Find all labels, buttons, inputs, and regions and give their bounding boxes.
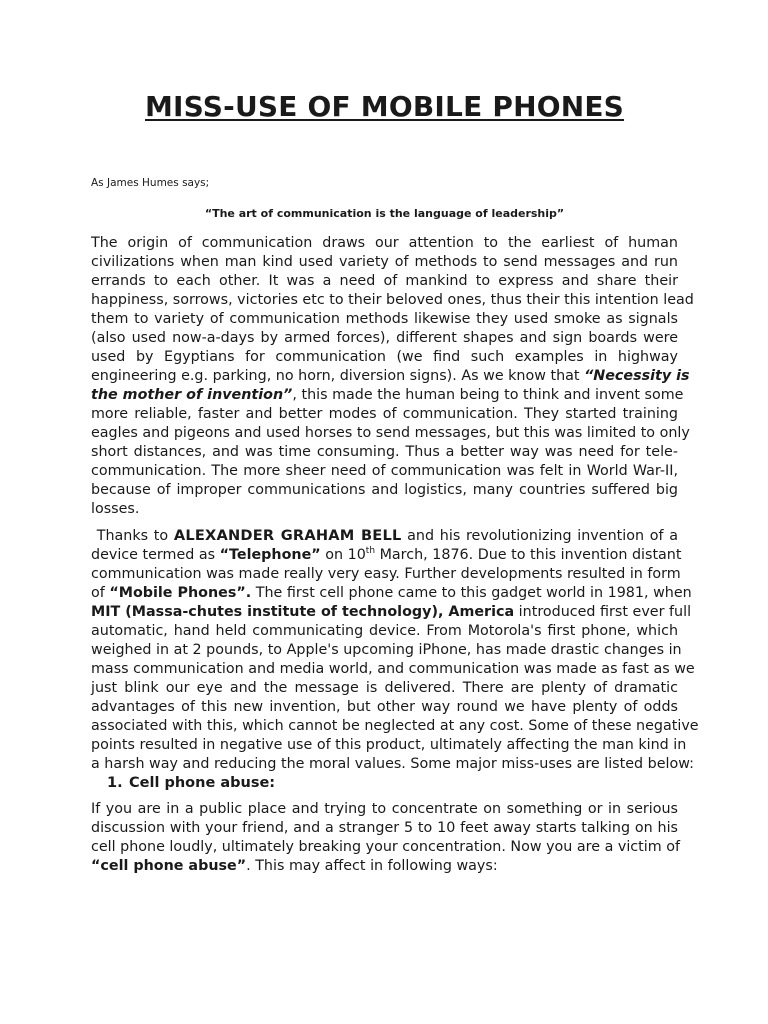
text-run: of [91, 585, 110, 601]
cell-phone-abuse-term: “cell phone abuse” [91, 858, 247, 874]
text-run: on 10 [320, 547, 366, 563]
text-line [91, 603, 692, 622]
text-line: cell phone loudly, ultimately breaking your concentration. Now you are a victim of [91, 839, 680, 855]
text-line: just blink our eye and the message is delivered. There are plenty of dramatic [91, 680, 678, 696]
text-line: civilizations when man kind used variety of methods to send messages and run [91, 254, 678, 270]
text-line: used by Egyptians for communication (we find such examples in highway [91, 349, 678, 365]
text-run: , this made the human being to think and invent some [292, 387, 684, 403]
text-line: discussion with your friend, and a stranger 5 to 10 feet away starts talking on his [91, 820, 678, 836]
text-line: happiness, sorrows, victories etc to their beloved ones, thus their this intention lead [91, 292, 694, 308]
text-line [91, 546, 682, 565]
text-line: more reliable, faster and better modes of communication. They started training [91, 406, 678, 422]
emphasis-necessity: “Necessity is [584, 368, 690, 384]
text-run: engineering e.g. parking, no horn, diversion signs). As we know that [91, 368, 585, 384]
text-line: them to variety of communication methods likewise they used smoke as signals [91, 311, 678, 327]
emphasis-mother-of-invention: the mother of invention” [91, 387, 293, 403]
text-line: errands to each other. It was a need of mankind to express and share their [91, 273, 678, 289]
text-line: advantages of this new invention, but other way round we have plenty of odds [91, 699, 678, 715]
text-line: mass communication and media world, and communication was made as fast as we [91, 661, 695, 677]
text-line: automatic, hand held communicating device. From Motorola's first phone, which [91, 623, 678, 639]
text-run: The first cell phone came to this gadget world in 1981, when [251, 585, 692, 601]
intro-text: As James Humes says; [91, 177, 210, 189]
text-run: . This may affect in following ways: [246, 858, 498, 874]
text-run: introduced first ever full [514, 604, 692, 620]
inventor-name: ALEXANDER GRAHAM BELL [173, 527, 402, 544]
text-line: communication. The more sheer need of communication was felt in World War-II, [91, 463, 678, 479]
text-line: (also used now-a-days by armed forces), different shapes and sign boards were [91, 330, 678, 346]
text-line [91, 526, 678, 546]
text-line: weighed in at 2 pounds, to Apple's upcoming iPhone, has made drastic changes in [91, 642, 682, 658]
text-line: points resulted in negative use of this product, ultimately affecting the man kind in [91, 737, 687, 753]
heading-text: Cell phone abuse: [129, 775, 276, 791]
list-number: 1. [107, 775, 123, 791]
telephone-term: “Telephone” [219, 547, 321, 563]
ordinal-suffix: th [365, 546, 376, 557]
text-line: a harsh way and reducing the moral values. Some major miss-uses are listed below: [91, 756, 694, 772]
paragraph-cell-phone-abuse [91, 800, 678, 876]
text-line: If you are in a public place and trying to concentrate on something or in serious [91, 801, 678, 817]
text-line [91, 857, 678, 876]
text-run: March, 1876. Due to this invention distant [375, 547, 682, 563]
paragraph-origin-of-communication [91, 234, 694, 519]
text-line [91, 367, 690, 386]
text-run: and his revolutionizing invention of a [401, 528, 678, 544]
text-line: The origin of communication draws our attention to the earliest of human [91, 235, 678, 251]
page-title: MISS-USE OF MOBILE PHONES [144, 90, 625, 123]
text-line: losses. [91, 501, 140, 517]
text-run: Thanks to [91, 528, 174, 544]
paragraph-graham-bell [91, 526, 699, 774]
mobile-phones-term: “Mobile Phones”. [109, 585, 252, 601]
mit-term: MIT (Massa-chutes institute of technology), America [91, 604, 515, 620]
leadership-quote: “The art of communication is the language of leadership” [204, 207, 565, 220]
text-line [91, 584, 692, 603]
text-line: short distances, and was time consuming. Thus a better way was need for tele- [91, 444, 678, 460]
text-line: eagles and pigeons and used horses to send messages, but this was limited to only [91, 425, 690, 441]
text-line: because of improper communications and logistics, many countries suffered big [91, 482, 678, 498]
text-line [91, 386, 684, 405]
text-line: associated with this, which cannot be neglected at any cost. Some of these negative [91, 718, 699, 734]
text-line: communication was made really very easy. Further developments resulted in form [91, 566, 681, 582]
section-heading-cell-phone-abuse [107, 775, 275, 791]
text-run: device termed as [91, 547, 220, 563]
